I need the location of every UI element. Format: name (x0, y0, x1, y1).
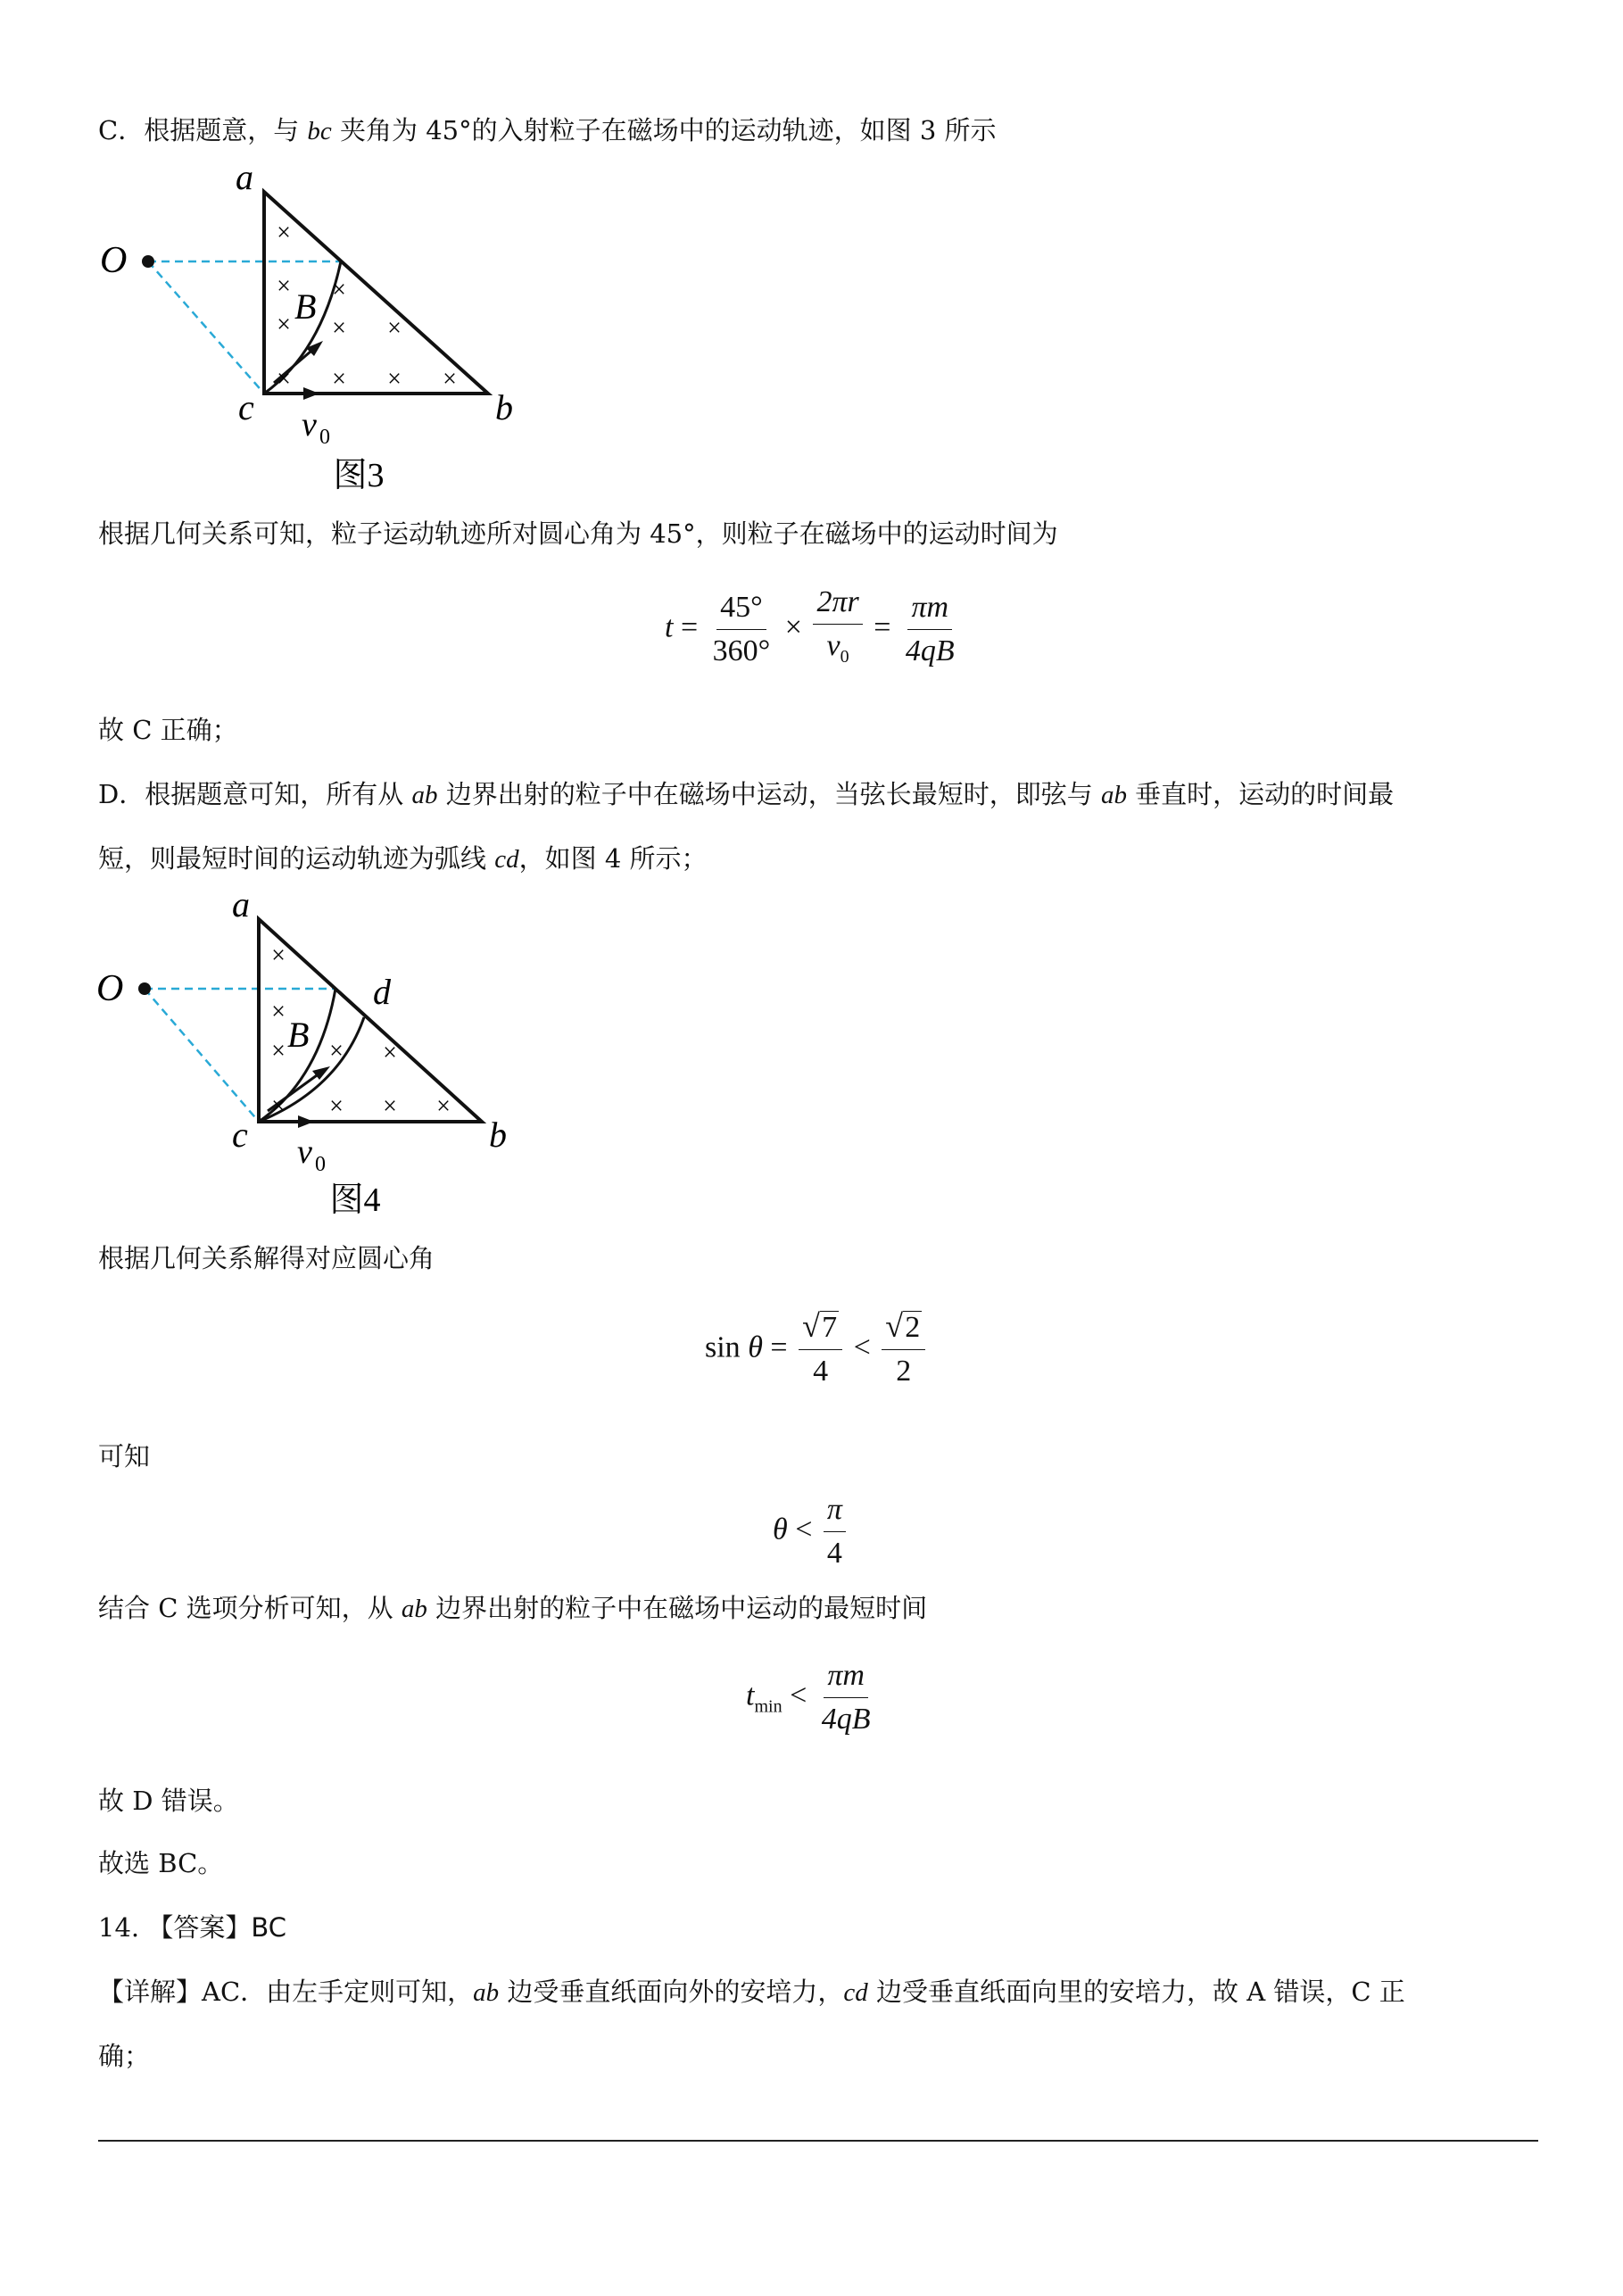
label-d: d (373, 972, 391, 1012)
fraction-45-360 (709, 590, 774, 669)
t: t (746, 1678, 755, 1712)
cross: × (277, 272, 291, 301)
caption-fig3: 图3 (333, 457, 385, 494)
denominator: 360° (712, 634, 771, 667)
section-d-line1 (98, 775, 1394, 815)
cross: × (332, 276, 346, 304)
text: 边界出射的粒子中在磁场中运动的最短时间 (426, 1593, 928, 1623)
sin: sin (705, 1330, 741, 1364)
text: 短，则最短时间的运动轨迹为弧线 (98, 843, 495, 874)
cross: × (443, 365, 457, 394)
label-v-sub: 0 (315, 1153, 326, 1176)
cross: × (436, 1092, 451, 1121)
eq-equals: = (874, 610, 891, 644)
var-ab: ab (473, 1978, 500, 2007)
center-point-o (142, 255, 154, 268)
label-o: O (96, 968, 124, 1009)
less-than: < (853, 1330, 871, 1364)
question-number: 14. (98, 1912, 148, 1943)
sqrt-radicand: 2 (905, 1311, 921, 1344)
text: D．根据题意可知，所有从 (98, 779, 412, 809)
label-b-field: B (287, 1015, 310, 1055)
label-o: O (100, 240, 128, 281)
cross: × (271, 1037, 286, 1065)
figure-4 (89, 888, 553, 1218)
section-c-angle: 根据几何关系可知，粒子运动轨迹所对圆心角为 45°，则粒子在磁场中的运动时间为 (98, 518, 1058, 549)
numerator: πm (824, 1658, 868, 1698)
fraction-pi-4 (824, 1492, 846, 1571)
denominator-sub: 0 (840, 647, 849, 667)
equation-t (665, 584, 962, 675)
text: 垂直时，运动的时间最 (1126, 779, 1395, 809)
detail-tag: 【详解】 (98, 1977, 203, 2007)
question-14-detail-end: 确； (98, 2041, 151, 2071)
numerator: πm (907, 590, 952, 630)
numerator: 45° (716, 590, 766, 630)
footer-rule (98, 2140, 1538, 2142)
cross: × (387, 314, 402, 343)
figure-3 (89, 165, 553, 495)
label-v-sub: 0 (319, 426, 330, 449)
numerator: π (824, 1492, 846, 1532)
cross: × (329, 1037, 344, 1065)
less-than: < (790, 1678, 807, 1712)
section-c-intro (98, 111, 997, 151)
var-cd: cd (494, 845, 519, 874)
cross: × (329, 1092, 344, 1121)
cross: × (383, 1039, 397, 1067)
theta: θ (748, 1330, 763, 1364)
var-bc: bc (307, 117, 332, 145)
t-sub-min: min (754, 1696, 783, 1717)
text: 结合 C 选项分析可知，从 (98, 1593, 402, 1623)
denominator: 4 (813, 1355, 829, 1388)
fraction-pim-4qb (818, 1658, 874, 1737)
denominator: 4qB (905, 634, 955, 667)
dashed-line-oc (145, 989, 259, 1122)
eq-t: t (665, 610, 674, 644)
label-v: v (302, 406, 317, 443)
center-point-o (138, 982, 151, 995)
denominator: 4qB (821, 1703, 871, 1736)
var-cd: cd (843, 1978, 868, 2007)
caption-fig4: 图4 (329, 1181, 381, 1218)
cross: × (383, 1092, 397, 1121)
section-d-knowable: 可知 (98, 1441, 151, 1471)
equation-sin-theta (705, 1310, 929, 1389)
sqrt-radicand: 7 (822, 1311, 838, 1344)
question-14-detail (98, 1972, 1405, 2012)
trajectory-arc (264, 261, 341, 394)
denominator: 4 (826, 1537, 842, 1570)
eq-equals: = (680, 610, 699, 644)
numerator: 2πr (813, 584, 862, 625)
var-ab: ab (401, 1595, 427, 1623)
equation-theta (773, 1492, 849, 1571)
final-choice: 故选 BC。 (98, 1848, 224, 1878)
eq-equals: = (770, 1330, 788, 1364)
cross: × (277, 365, 291, 394)
var-ab: ab (1100, 781, 1127, 809)
section-d-conclusion: 故 D 错误。 (98, 1786, 239, 1816)
question-14-answer (98, 1908, 286, 1947)
cross: × (277, 219, 291, 247)
cross: × (271, 941, 286, 970)
denominator-v: v (826, 629, 840, 662)
text: C．根据题意，与 (98, 115, 308, 145)
label-b-field: B (294, 286, 317, 327)
label-v: v (297, 1133, 312, 1171)
var-ab: ab (411, 781, 438, 809)
label-c: c (238, 387, 254, 427)
dashed-line-oc (148, 261, 264, 394)
section-d-line2 (98, 839, 708, 879)
fraction-sqrt7-4: √ 7 4 (799, 1310, 842, 1389)
equation-tmin (746, 1658, 878, 1737)
eq-times: × (784, 610, 802, 644)
cross: × (271, 998, 286, 1026)
text: 边受垂直纸面向外的安培力， (499, 1977, 844, 2007)
label-a: a (232, 888, 250, 924)
answer-value: BC (251, 1912, 286, 1943)
label-a: a (236, 165, 253, 197)
less-than: < (795, 1513, 813, 1546)
denominator: 2 (896, 1355, 912, 1388)
text: AC．由左手定则可知， (202, 1977, 474, 2007)
theta: θ (773, 1513, 788, 1546)
label-c: c (232, 1115, 248, 1155)
label-b: b (495, 387, 513, 427)
cross: × (271, 1092, 286, 1121)
section-d-angle: 根据几何关系解得对应圆心角 (98, 1243, 435, 1273)
text: 夹角为 45°的入射粒子在磁场中的运动轨迹，如图 3 所示 (331, 115, 997, 145)
text: ，如图 4 所示； (518, 843, 708, 874)
cross: × (387, 365, 402, 394)
text: 边界出射的粒子中在磁场中运动，当弦长最短时，即弦与 (437, 779, 1101, 809)
section-d-combine (98, 1588, 927, 1629)
section-c-conclusion: 故 C 正确； (98, 715, 238, 745)
fraction-sqrt2-2: √ 2 2 (882, 1310, 925, 1389)
fraction-2pir-v0 (813, 584, 862, 675)
fraction-pim-4qb (902, 590, 958, 669)
cross: × (332, 314, 346, 343)
cross: × (277, 311, 291, 339)
cross: × (332, 365, 346, 394)
arrowhead (303, 387, 319, 400)
answer-tag: 【答案】 (147, 1912, 252, 1943)
text: 边受垂直纸面向里的安培力，故 A 错误，C 正 (867, 1977, 1405, 2007)
arrowhead (298, 1115, 314, 1128)
label-b: b (489, 1115, 507, 1155)
